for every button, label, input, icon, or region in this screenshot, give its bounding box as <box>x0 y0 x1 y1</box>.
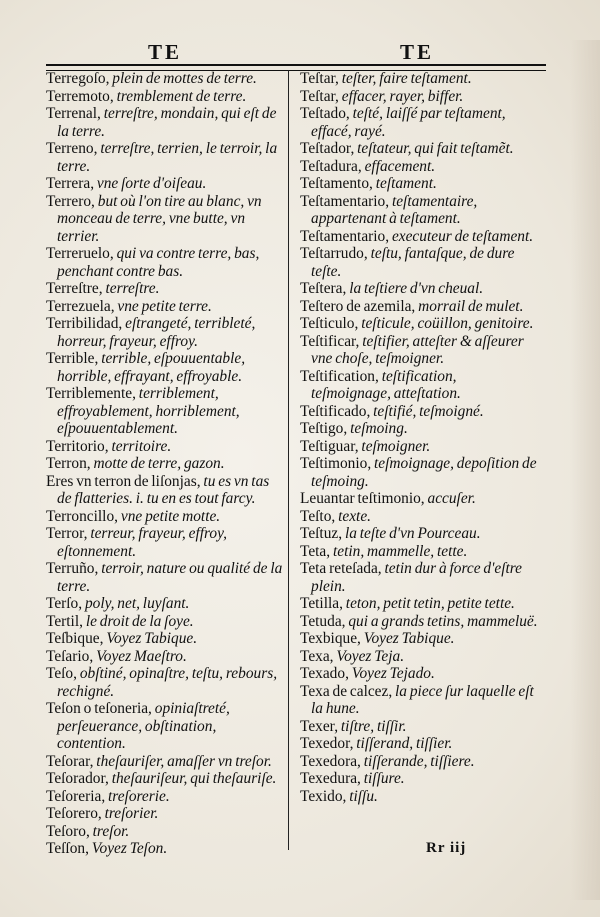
headword: Terremoto, <box>46 87 114 105</box>
headword: Teſtificado, <box>300 402 371 420</box>
dictionary-entry <box>46 770 284 788</box>
definition: teſté, laiſſé par teſtament, effacé, rayé. <box>311 105 506 140</box>
definition: teſtifié, teſmoigné. <box>370 402 484 420</box>
dictionary-entry <box>300 490 538 508</box>
dictionary-entry <box>46 648 284 666</box>
definition: teſmoigner. <box>358 437 431 455</box>
definition: Voyez Maeſtro. <box>93 647 187 665</box>
headword: Teſbique, <box>46 630 104 647</box>
definition: Voyez Tabique. <box>360 630 455 647</box>
dictionary-entry <box>300 560 538 595</box>
headword: Teſorador, <box>46 770 109 787</box>
dictionary-entry <box>46 245 284 280</box>
headword: Texedura, <box>300 770 361 787</box>
definition: Voyez Teſon. <box>88 840 168 857</box>
headword: Texbique, <box>300 630 361 647</box>
dictionary-entry <box>46 613 284 631</box>
headword: Teſon o teſoneria, <box>46 700 152 717</box>
dictionary-entry <box>300 718 538 736</box>
headword: Tetilla, <box>300 595 343 612</box>
definition: effacer, rayer, biffer. <box>338 87 464 105</box>
definition: Voyez Tabique. <box>103 630 198 647</box>
definition: obſtiné, opinaſtre, teſtu, rebours, rechigné. <box>57 665 278 700</box>
headword: Teſto, <box>300 507 336 525</box>
dictionary-entry <box>300 543 538 561</box>
definition: terreſtre. <box>102 280 160 297</box>
definition: but où l'on tire au blanc, vn monceau de terre, vne butte, vn terrier. <box>57 192 262 245</box>
headword: Teſario, <box>46 647 94 665</box>
headword: Teſtification, <box>300 367 379 385</box>
dictionary-entry <box>46 840 284 858</box>
definition: la teſtiere d'vn cheual. <box>346 280 484 297</box>
definition: motte de terre, gazon. <box>90 455 225 472</box>
dictionary-entry <box>300 158 538 176</box>
definition: tiſſure. <box>360 770 405 787</box>
page-edge-shadow <box>570 40 600 900</box>
dictionary-entry <box>46 508 284 526</box>
definition: texte. <box>335 507 372 525</box>
dictionary-entry <box>300 595 538 613</box>
dictionary-entry <box>46 630 284 648</box>
headword: Terſo, <box>46 595 83 612</box>
headword: Teſtarrudo, <box>300 245 368 262</box>
headword: Teſtar, <box>300 70 339 87</box>
dictionary-entry <box>300 508 538 526</box>
dictionary-entry <box>300 280 538 298</box>
dictionary-entry <box>46 700 284 753</box>
dictionary-entry <box>300 228 538 246</box>
definition: le droit de la ſoye. <box>82 612 194 630</box>
definition: poly, net, luyſant. <box>82 595 190 612</box>
headword: Teſtera, <box>300 280 347 297</box>
definition: qui a grands tetins, mammeluë. <box>345 612 538 630</box>
headword: Teſoro, <box>46 822 90 840</box>
definition: tiſſu. <box>346 787 378 805</box>
running-header <box>46 28 546 64</box>
definition: terreſtre, terrien, le terroir, la terre. <box>57 140 278 175</box>
definition: vne petite motte. <box>118 507 221 525</box>
dictionary-entry <box>300 788 538 806</box>
headword: Teſtigo, <box>300 420 348 437</box>
dictionary-entry <box>300 70 538 88</box>
dictionary-entry <box>46 140 284 175</box>
dictionary-entry <box>46 315 284 350</box>
dictionary-entry <box>300 298 538 316</box>
headword: Terroncillo, <box>46 507 119 525</box>
dictionary-entry <box>300 105 538 140</box>
definition: tetin, mammelle, tette. <box>330 542 468 560</box>
dictionary-entry <box>46 175 284 193</box>
definition: teton, petit tetin, petite tette. <box>342 595 515 612</box>
headword: Terregoſo, <box>46 70 110 87</box>
headword: Teſtificar, <box>300 332 360 350</box>
headword: Terrera, <box>46 175 95 192</box>
headword: Teſorar, <box>46 752 94 770</box>
definition: teſmoignage, depoſition de teſmoing. <box>311 455 537 490</box>
header-left: TE <box>148 40 183 64</box>
dictionary-entry <box>300 753 538 771</box>
left-column <box>46 70 284 858</box>
headword: Territorio, <box>46 437 109 455</box>
headword: Teſtado, <box>300 105 350 122</box>
dictionary-entry <box>46 438 284 456</box>
headword: Terreſtre, <box>46 280 103 297</box>
definition: plein de mottes de terre. <box>109 70 257 87</box>
dictionary-entry <box>46 788 284 806</box>
definition: opiniaſtreté, perſeuerance, obſtination, contention. <box>57 700 230 752</box>
definition: Voyez Tejado. <box>348 665 435 682</box>
headword: Terreno, <box>46 140 98 157</box>
column-divider <box>288 70 289 850</box>
definition: la teſte d'vn Pourceau. <box>342 525 481 542</box>
headword: Terror, <box>46 525 88 542</box>
headword: Texer, <box>300 717 339 735</box>
dictionary-entry <box>46 525 284 560</box>
definition: morrail de mulet. <box>415 297 524 315</box>
definition: tu es vn tas de flatteries. i. tu en es tout farcy. <box>57 472 270 507</box>
definition: teſtamentaire, appartenant à teſtament. <box>311 192 478 227</box>
dictionary-entry <box>300 525 538 543</box>
definition: terriblement, effroyablement, horriblement, eſpouuentablement. <box>57 385 240 437</box>
definition: treſor. <box>89 822 130 840</box>
dictionary-entry <box>46 805 284 823</box>
dictionary-entry <box>300 333 538 368</box>
definition: tremblement de terre. <box>113 87 247 105</box>
headword: Teſtadura, <box>300 157 362 175</box>
dictionary-entry <box>300 140 538 158</box>
definition: theſauriſeur, qui theſauriſe. <box>108 770 277 787</box>
dictionary-entry <box>46 753 284 771</box>
dictionary-entry <box>46 665 284 700</box>
headword: Terrezuela, <box>46 297 115 315</box>
headword: Teſorero, <box>46 805 102 822</box>
dictionary-entry <box>300 245 538 280</box>
headword: Terrenal, <box>46 105 101 122</box>
headword: Teſtiguar, <box>300 437 359 455</box>
definition: eſtrangeté, terribleté, horreur, frayeur, effroy. <box>57 315 256 350</box>
definition: executeur de teſtament. <box>389 227 534 245</box>
headword: Texa de calcez, <box>300 682 393 700</box>
definition: Voyez Teja. <box>333 647 405 665</box>
header-right: TE <box>400 40 435 64</box>
dictionary-entry <box>300 648 538 666</box>
definition: teſter, faire teſtament. <box>338 70 472 87</box>
dictionary-entry <box>46 455 284 473</box>
headword: Tetuda, <box>300 612 346 630</box>
headword: Teſtero de azemila, <box>300 297 416 315</box>
headword: Teſtamentario, <box>300 192 390 210</box>
dictionary-entry <box>46 280 284 298</box>
signature-mark: Rr iij <box>426 840 467 856</box>
definition: accuſer. <box>424 490 476 507</box>
definition: la piece ſur laquelle eſt la hune. <box>311 682 534 717</box>
definition: effacement. <box>361 157 436 175</box>
definition: terreur, frayeur, effroy, eſtonnement. <box>57 525 227 560</box>
headword: Texido, <box>300 787 347 805</box>
definition: qui va contre terre, bas, penchant contre bas. <box>57 245 260 280</box>
headword: Teſtamentario, <box>300 227 390 245</box>
dictionary-entry <box>300 315 538 333</box>
headword: Teſoreria, <box>46 787 106 805</box>
dictionary-entry <box>46 823 284 841</box>
dictionary-entry <box>300 438 538 456</box>
dictionary-entry <box>46 298 284 316</box>
headword: Teſtimonio, <box>300 455 372 472</box>
headword: Teſticulo, <box>300 315 359 332</box>
dictionary-entry <box>300 735 538 753</box>
headword: Texa, <box>300 647 334 665</box>
definition: terreſtre, mondain, qui eſt de la terre. <box>57 105 277 140</box>
dictionary-entry <box>300 193 538 228</box>
headword: Teſtamento, <box>300 175 373 192</box>
dictionary-entry <box>300 88 538 106</box>
definition: vne petite terre. <box>114 297 212 315</box>
definition: treſorerie. <box>105 787 170 805</box>
dictionary-entry <box>46 350 284 385</box>
dictionary-entry <box>46 560 284 595</box>
dictionary-entry <box>46 595 284 613</box>
dictionary-entry <box>300 613 538 631</box>
dictionary-entry <box>300 630 538 648</box>
headword: Texedora, <box>300 752 361 770</box>
headword: Eres vn terron de liſonjas, <box>46 472 201 490</box>
definition: teſmoing. <box>347 420 408 437</box>
definition: tiſtre, tiſſir. <box>338 717 407 735</box>
dictionary-entry <box>46 70 284 88</box>
dictionary-entry <box>300 420 538 438</box>
definition: teſtateur, qui fait teſtamẽt. <box>354 140 514 157</box>
headword: Texado, <box>300 665 349 682</box>
definition: vne ſorte d'oiſeau. <box>94 175 207 192</box>
definition: territoire. <box>108 437 172 455</box>
dictionary-entry <box>300 403 538 421</box>
dictionary-entry <box>300 683 538 718</box>
headword: Terruño, <box>46 560 99 577</box>
dictionary-entry <box>300 368 538 403</box>
definition: tiſſerande, tiſſiere. <box>360 752 475 770</box>
definition: teſtu, fantaſque, de dure teſte. <box>311 245 515 280</box>
dictionary-entry <box>300 665 538 683</box>
definition: teſtification, teſmoignage, atteſtation. <box>311 367 461 402</box>
definition: theſauriſer, amaſſer vn treſor. <box>93 752 272 770</box>
dictionary-entry <box>46 473 284 508</box>
definition: terrible, eſpouuentable, horrible, effrayant, effroyable. <box>57 350 246 385</box>
headword: Terrible, <box>46 350 99 367</box>
headword: Terreruelo, <box>46 245 114 262</box>
headword: Terron, <box>46 455 91 472</box>
dictionary-entry <box>300 770 538 788</box>
dictionary-entry <box>300 455 538 490</box>
headword: Leuantar teſtimonio, <box>300 490 425 507</box>
definition: tetin dur à force d'eſtre plein. <box>311 560 523 595</box>
headword: Texedor, <box>300 735 354 752</box>
definition: treſorier. <box>101 805 159 822</box>
headword: Teta reteſada, <box>300 560 382 577</box>
headword: Terribilidad, <box>46 315 123 332</box>
headword: Teſtador, <box>300 140 355 157</box>
definition: teſtifier, atteſter & aſſeurer vne choſe, teſmoigner. <box>311 332 524 367</box>
definition: teſtament. <box>372 175 437 192</box>
definition: teſticule, coüillon, genitoire. <box>358 315 534 332</box>
headword: Teſo, <box>46 665 77 682</box>
headword: Tertil, <box>46 612 83 630</box>
dictionary-entry <box>46 385 284 438</box>
dictionary-entry <box>46 193 284 246</box>
headword: Terrero, <box>46 192 95 210</box>
headword: Teſtuz, <box>300 525 343 542</box>
headword: Teſtar, <box>300 87 339 105</box>
right-column <box>300 70 538 805</box>
headword: Teta, <box>300 542 331 560</box>
dictionary-entry <box>46 105 284 140</box>
definition: tiſſerand, tiſſier. <box>353 735 453 752</box>
headword: Teſſon, <box>46 840 89 857</box>
definition: terroir, nature ou qualité de la terre. <box>57 560 283 595</box>
headword: Terriblemente, <box>46 385 136 402</box>
dictionary-entry <box>300 175 538 193</box>
dictionary-entry <box>46 88 284 106</box>
